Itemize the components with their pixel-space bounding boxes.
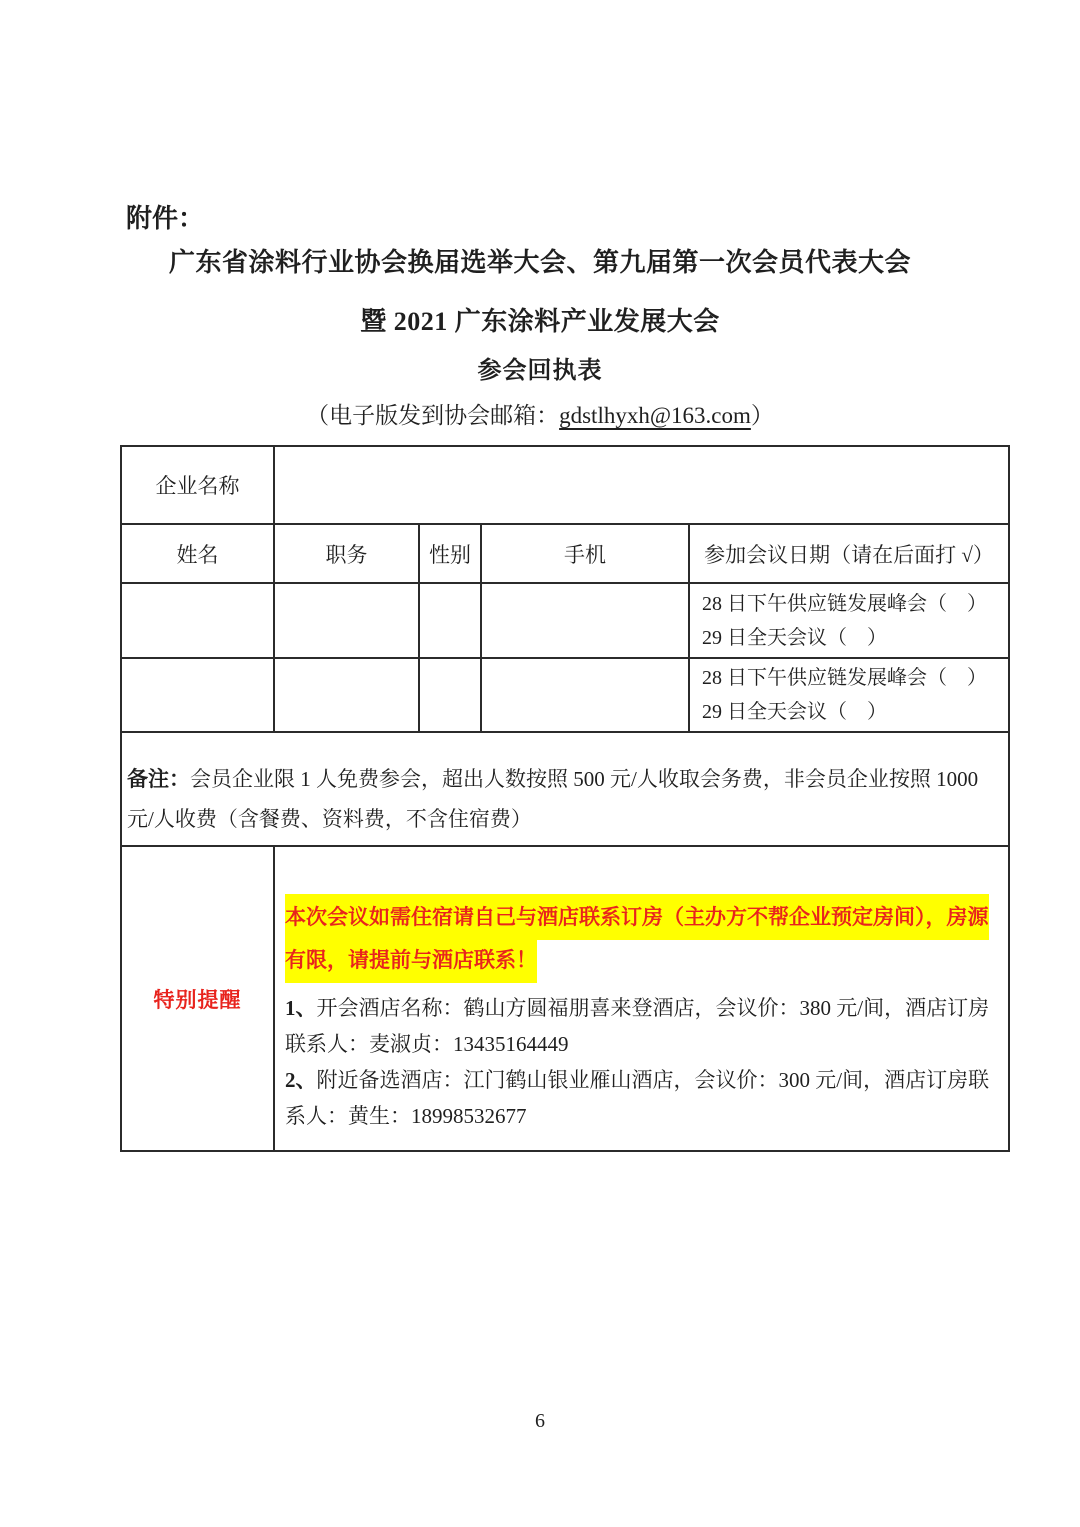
col-header-meeting-date: 参加会议日期（请在后面打 √） xyxy=(689,524,1009,583)
attendee-2-option-28th[interactable]: 28 日下午供应链发展峰会（ ） xyxy=(702,667,987,689)
company-name-label: 企业名称 xyxy=(121,446,274,524)
column-header-row xyxy=(121,524,1009,583)
col-header-name: 姓名 xyxy=(121,524,274,583)
hotel-item-2-number: 2、 xyxy=(285,1067,317,1092)
col-header-gender: 性别 xyxy=(419,524,481,583)
col-header-title: 职务 xyxy=(274,524,419,583)
hotel-booking-notice xyxy=(285,896,990,982)
hotel-item-1 xyxy=(285,990,990,1062)
doc-title-line-2: 暨 2021 广东涂料产业发展大会 xyxy=(360,307,720,336)
registration-table xyxy=(120,445,1010,1152)
page-number: 6 xyxy=(535,1410,545,1432)
attendee-2-option-29th[interactable]: 29 日全天会议（ ） xyxy=(702,701,887,723)
hotel-item-1-number: 1、 xyxy=(285,995,317,1020)
doc-title-line-1: 广东省涂料行业协会换届选举大会、第九届第一次会员代表大会 xyxy=(168,248,911,277)
attachment-label: 附件： xyxy=(126,204,205,233)
hotel-item-2 xyxy=(285,1062,990,1134)
remark-label: 备注： xyxy=(127,767,190,791)
special-reminder-label: 特别提醒 xyxy=(121,846,274,1151)
attendee-1-phone-cell[interactable] xyxy=(481,583,689,658)
special-reminder-content xyxy=(274,846,1009,1151)
attendee-row-2 xyxy=(121,658,1009,732)
attendee-2-gender-cell[interactable] xyxy=(419,658,481,732)
attendee-2-title-cell[interactable] xyxy=(274,658,419,732)
attendee-row-1 xyxy=(121,583,1009,658)
hotel-item-2-text: 附近备选酒店：江门鹤山银业雁山酒店，会议价：300 元/间，酒店订房联系人：黄生：18998532677 xyxy=(285,1067,990,1128)
company-name-input-cell[interactable] xyxy=(274,446,1009,524)
email-note xyxy=(0,397,1080,430)
attendee-1-option-29th[interactable]: 29 日全天会议（ ） xyxy=(702,626,887,649)
attendee-2-name-cell[interactable] xyxy=(121,658,274,732)
attendee-1-title-cell[interactable] xyxy=(274,583,419,658)
hotel-booking-notice-highlight: 本次会议如需住宿请自己与酒店联系订房（主办方不帮企业预定房间），房源有限，请提前与酒店联系！ xyxy=(285,894,989,983)
attendee-1-name-cell[interactable] xyxy=(121,583,274,658)
email-link[interactable]: gdstlhyxh@163.com xyxy=(559,403,751,428)
col-header-phone: 手机 xyxy=(481,524,689,583)
hotel-item-1-text: 开会酒店名称：鹤山方圆福朋喜来登酒店，会议价：380 元/间，酒店订房联系人：麦淑贞：13435164449 xyxy=(285,995,990,1056)
attendee-1-option-28th[interactable]: 28 日下午供应链发展峰会（ ） xyxy=(702,592,987,615)
email-note-suffix: ） xyxy=(750,403,774,428)
remark-row xyxy=(121,732,1009,846)
remark-cell xyxy=(121,732,1009,846)
company-name-row xyxy=(121,446,1009,524)
attendee-2-phone-cell[interactable] xyxy=(481,658,689,732)
special-reminder-row xyxy=(121,846,1009,1151)
attendee-1-date-options xyxy=(689,583,1009,658)
form-title: 参会回执表 xyxy=(477,358,603,384)
attendee-1-gender-cell[interactable] xyxy=(419,583,481,658)
remark-text: 会员企业限 1 人免费参会，超出人数按照 500 元/人收取会务费，非会员企业按照 1000 元/人收费（含餐费、资料费，不含住宿费） xyxy=(127,767,979,831)
email-note-prefix: （电子版发到协会邮箱： xyxy=(306,403,560,428)
attendee-2-date-options xyxy=(689,658,1009,732)
